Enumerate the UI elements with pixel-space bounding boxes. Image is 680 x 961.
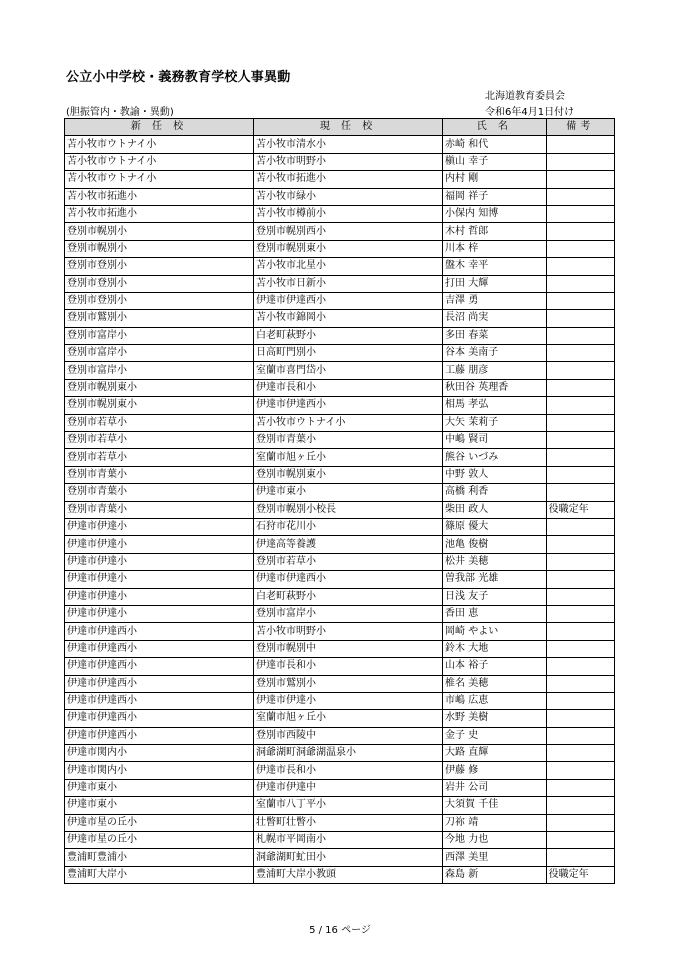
name-cell: 相馬 孝弘 <box>443 397 547 414</box>
remarks-cell <box>546 188 614 205</box>
new-school-cell: 登別市青葉小 <box>65 501 254 518</box>
remarks-cell <box>546 275 614 292</box>
new-school-cell: 苫小牧市ウトナイ小 <box>65 136 254 153</box>
table-row <box>65 866 615 883</box>
table-row <box>65 623 615 640</box>
name-cell: 篠原 優大 <box>443 518 547 535</box>
new-school-cell: 伊達市東小 <box>65 779 254 796</box>
remarks-cell <box>546 223 614 240</box>
remarks-cell <box>546 518 614 535</box>
table-row <box>65 553 615 570</box>
table-row <box>65 710 615 727</box>
current-school-cell: 洞爺湖町虻田小 <box>254 849 443 866</box>
remarks-cell <box>546 797 614 814</box>
name-cell: 川本 梓 <box>443 240 547 257</box>
name-cell: 吉澤 勇 <box>443 292 547 309</box>
current-school-cell: 伊達市長和小 <box>254 379 443 396</box>
new-school-cell: 登別市富岸小 <box>65 362 254 379</box>
table-row <box>65 362 615 379</box>
current-school-cell: 登別市幌別東小 <box>254 240 443 257</box>
remarks-cell <box>546 362 614 379</box>
remarks-cell <box>546 571 614 588</box>
remarks-cell <box>546 153 614 170</box>
new-school-cell: 登別市登別小 <box>65 275 254 292</box>
name-cell: 工藤 朋彦 <box>443 362 547 379</box>
name-cell: 水野 美樹 <box>443 710 547 727</box>
name-cell: 多田 春菜 <box>443 327 547 344</box>
new-school-cell: 伊達市星の丘小 <box>65 814 254 831</box>
remarks-cell <box>546 379 614 396</box>
new-school-cell: 伊達市伊達小 <box>65 518 254 535</box>
name-cell: 山本 裕子 <box>443 658 547 675</box>
current-school-cell: 苫小牧市日新小 <box>254 275 443 292</box>
new-school-cell: 苫小牧市拓進小 <box>65 205 254 222</box>
name-cell: 大路 直輝 <box>443 745 547 762</box>
remarks-cell <box>546 623 614 640</box>
current-school-cell: 苫小牧市ウトナイ小 <box>254 414 443 431</box>
remarks-cell <box>546 588 614 605</box>
current-school-cell: 登別市幌別東小 <box>254 466 443 483</box>
remarks-cell <box>546 692 614 709</box>
table-row <box>65 345 615 362</box>
table-row <box>65 397 615 414</box>
new-school-cell: 伊達市伊達西小 <box>65 658 254 675</box>
personnel-table <box>64 118 615 884</box>
current-school-cell: 室蘭市八丁平小 <box>254 797 443 814</box>
table-row <box>65 571 615 588</box>
current-school-cell: 伊達市伊達西小 <box>254 571 443 588</box>
table-row <box>65 327 615 344</box>
name-cell: 小保内 知博 <box>443 205 547 222</box>
new-school-cell: 登別市若草小 <box>65 449 254 466</box>
table-header-row <box>65 119 615 136</box>
page-number: 5 / 16 ページ <box>309 925 371 936</box>
new-school-cell: 伊達市伊達小 <box>65 536 254 553</box>
name-cell: 柴田 政人 <box>443 501 547 518</box>
table-row <box>65 379 615 396</box>
table-row <box>65 814 615 831</box>
new-school-cell: 登別市幌別東小 <box>65 379 254 396</box>
current-school-cell: 石狩市花川小 <box>254 518 443 535</box>
table-row <box>65 605 615 622</box>
current-school-cell: 登別市鷲別小 <box>254 675 443 692</box>
name-cell: 木村 哲郎 <box>443 223 547 240</box>
table-body <box>65 136 615 884</box>
new-school-cell: 登別市富岸小 <box>65 327 254 344</box>
name-cell: 打田 大輝 <box>443 275 547 292</box>
name-cell: 金子 史 <box>443 727 547 744</box>
table-row <box>65 658 615 675</box>
current-school-cell: 伊達市伊達西小 <box>254 397 443 414</box>
remarks-cell <box>546 240 614 257</box>
current-school-cell: 苫小牧市緑小 <box>254 188 443 205</box>
name-cell: 谷本 美南子 <box>443 345 547 362</box>
table-row <box>65 153 615 170</box>
table-row <box>65 275 615 292</box>
remarks-cell <box>546 814 614 831</box>
new-school-cell: 登別市若草小 <box>65 414 254 431</box>
remarks-cell <box>546 536 614 553</box>
name-cell: 椎名 美穂 <box>443 675 547 692</box>
name-cell: 市嶋 広恵 <box>443 692 547 709</box>
current-school-cell: 登別市青葉小 <box>254 432 443 449</box>
new-school-cell: 苫小牧市拓進小 <box>65 188 254 205</box>
remarks-cell <box>546 397 614 414</box>
name-cell: 高橋 利香 <box>443 484 547 501</box>
table-row <box>65 501 615 518</box>
remarks-cell <box>546 310 614 327</box>
remarks-cell <box>546 658 614 675</box>
current-school-cell: 壮瞥町壮瞥小 <box>254 814 443 831</box>
current-school-cell: 室蘭市喜門岱小 <box>254 362 443 379</box>
new-school-cell: 伊達市関内小 <box>65 745 254 762</box>
table-row <box>65 727 615 744</box>
new-school-cell: 豊浦町豊浦小 <box>65 849 254 866</box>
remarks-cell: 役職定年 <box>546 501 614 518</box>
table-row <box>65 536 615 553</box>
effective-date: 令和6年4月1日付け <box>485 107 575 118</box>
remarks-cell: 役職定年 <box>546 866 614 883</box>
table-row <box>65 223 615 240</box>
table-row <box>65 797 615 814</box>
remarks-cell <box>546 710 614 727</box>
current-school-cell: 苫小牧市清水小 <box>254 136 443 153</box>
remarks-cell <box>546 605 614 622</box>
remarks-cell <box>546 745 614 762</box>
new-school-cell: 伊達市伊達西小 <box>65 640 254 657</box>
remarks-cell <box>546 171 614 188</box>
document-title: 公立小中学校・義務教育学校人事異動 <box>66 70 291 85</box>
remarks-cell <box>546 205 614 222</box>
current-school-cell: 白老町萩野小 <box>254 588 443 605</box>
name-cell: 大須賀 千佳 <box>443 797 547 814</box>
remarks-cell <box>546 414 614 431</box>
current-school-cell: 豊浦町大岸小教頭 <box>254 866 443 883</box>
new-school-cell: 登別市青葉小 <box>65 484 254 501</box>
current-school-cell: 伊達市東小 <box>254 484 443 501</box>
current-school-cell: 室蘭市旭ヶ丘小 <box>254 449 443 466</box>
name-cell: 今地 力也 <box>443 832 547 849</box>
current-school-cell: 苫小牧市明野小 <box>254 153 443 170</box>
table-row <box>65 692 615 709</box>
table-row <box>65 449 615 466</box>
name-cell: 森島 新 <box>443 866 547 883</box>
table-row <box>65 205 615 222</box>
new-school-cell: 伊達市伊達西小 <box>65 710 254 727</box>
current-school-cell: 登別市西陵中 <box>254 727 443 744</box>
remarks-cell <box>546 345 614 362</box>
current-school-cell: 洞爺湖町洞爺湖温泉小 <box>254 745 443 762</box>
remarks-cell <box>546 136 614 153</box>
current-school-cell: 伊達高等養護 <box>254 536 443 553</box>
new-school-cell: 伊達市伊達小 <box>65 605 254 622</box>
new-school-cell: 伊達市関内小 <box>65 762 254 779</box>
new-school-cell: 登別市幌別小 <box>65 240 254 257</box>
remarks-cell <box>546 258 614 275</box>
header-name: 氏 名 <box>443 119 547 136</box>
name-cell: 刀祢 靖 <box>443 814 547 831</box>
current-school-cell: 白老町萩野小 <box>254 327 443 344</box>
current-school-cell: 伊達市伊達中 <box>254 779 443 796</box>
new-school-cell: 伊達市東小 <box>65 797 254 814</box>
new-school-cell: 伊達市伊達西小 <box>65 727 254 744</box>
name-cell: 赤崎 和代 <box>443 136 547 153</box>
new-school-cell: 伊達市伊達小 <box>65 553 254 570</box>
remarks-cell <box>546 484 614 501</box>
name-cell: 松井 美穂 <box>443 553 547 570</box>
table-row <box>65 136 615 153</box>
name-cell: 内村 剛 <box>443 171 547 188</box>
header-current-school: 現 任 校 <box>254 119 443 136</box>
remarks-cell <box>546 675 614 692</box>
remarks-cell <box>546 727 614 744</box>
current-school-cell: 伊達市長和小 <box>254 762 443 779</box>
remarks-cell <box>546 449 614 466</box>
name-cell: 秋田谷 英理香 <box>443 379 547 396</box>
name-cell: 大矢 茉莉子 <box>443 414 547 431</box>
remarks-cell <box>546 762 614 779</box>
table-row <box>65 240 615 257</box>
new-school-cell: 伊達市伊達小 <box>65 588 254 605</box>
name-cell: 盤木 幸平 <box>443 258 547 275</box>
current-school-cell: 登別市若草小 <box>254 553 443 570</box>
remarks-cell <box>546 779 614 796</box>
new-school-cell: 登別市幌別小 <box>65 223 254 240</box>
current-school-cell: 苫小牧市樽前小 <box>254 205 443 222</box>
current-school-cell: 苫小牧市北星小 <box>254 258 443 275</box>
new-school-cell: 伊達市伊達小 <box>65 571 254 588</box>
region-label: (胆振管内・教諭・異動) <box>66 107 174 118</box>
name-cell: 長沼 尚実 <box>443 310 547 327</box>
new-school-cell: 伊達市伊達西小 <box>65 675 254 692</box>
current-school-cell: 登別市富岸小 <box>254 605 443 622</box>
new-school-cell: 登別市富岸小 <box>65 345 254 362</box>
new-school-cell: 伊達市伊達西小 <box>65 692 254 709</box>
table-row <box>65 518 615 535</box>
current-school-cell: 苫小牧市錦岡小 <box>254 310 443 327</box>
name-cell: 曽我部 光雄 <box>443 571 547 588</box>
remarks-cell <box>546 640 614 657</box>
new-school-cell: 登別市鷲別小 <box>65 310 254 327</box>
table-row <box>65 745 615 762</box>
name-cell: 中嶋 賢司 <box>443 432 547 449</box>
name-cell: 池亀 俊樹 <box>443 536 547 553</box>
table-row <box>65 484 615 501</box>
current-school-cell: 伊達市長和小 <box>254 658 443 675</box>
header-remarks: 備考 <box>546 119 614 136</box>
current-school-cell: 日高町門別小 <box>254 345 443 362</box>
new-school-cell: 苫小牧市ウトナイ小 <box>65 171 254 188</box>
table-row <box>65 292 615 309</box>
table-row <box>65 849 615 866</box>
remarks-cell <box>546 466 614 483</box>
name-cell: 槇山 幸子 <box>443 153 547 170</box>
new-school-cell: 登別市登別小 <box>65 292 254 309</box>
remarks-cell <box>546 432 614 449</box>
new-school-cell: 登別市若草小 <box>65 432 254 449</box>
name-cell: 岩井 公司 <box>443 779 547 796</box>
current-school-cell: 札幌市平岡南小 <box>254 832 443 849</box>
current-school-cell: 登別市幌別小校長 <box>254 501 443 518</box>
name-cell: 香田 恵 <box>443 605 547 622</box>
name-cell: 熊谷 いづみ <box>443 449 547 466</box>
name-cell: 伊藤 修 <box>443 762 547 779</box>
current-school-cell: 伊達市伊達西小 <box>254 292 443 309</box>
current-school-cell: 登別市幌別中 <box>254 640 443 657</box>
header-new-school: 新 任 校 <box>65 119 254 136</box>
name-cell: 西澤 美里 <box>443 849 547 866</box>
name-cell: 岡崎 やよい <box>443 623 547 640</box>
new-school-cell: 豊浦町大岸小 <box>65 866 254 883</box>
table-row <box>65 414 615 431</box>
new-school-cell: 苫小牧市ウトナイ小 <box>65 153 254 170</box>
current-school-cell: 登別市幌別西小 <box>254 223 443 240</box>
remarks-cell <box>546 553 614 570</box>
table-row <box>65 762 615 779</box>
table-row <box>65 675 615 692</box>
table-row <box>65 258 615 275</box>
name-cell: 鈴木 大地 <box>443 640 547 657</box>
new-school-cell: 伊達市星の丘小 <box>65 832 254 849</box>
current-school-cell: 室蘭市旭ヶ丘小 <box>254 710 443 727</box>
name-cell: 日浅 友子 <box>443 588 547 605</box>
new-school-cell: 登別市登別小 <box>65 258 254 275</box>
table-row <box>65 432 615 449</box>
table-row <box>65 171 615 188</box>
remarks-cell <box>546 327 614 344</box>
issuing-organization: 北海道教育委員会 <box>485 91 565 102</box>
table-row <box>65 588 615 605</box>
remarks-cell <box>546 832 614 849</box>
current-school-cell: 伊達市伊達小 <box>254 692 443 709</box>
current-school-cell: 苫小牧市明野小 <box>254 623 443 640</box>
remarks-cell <box>546 849 614 866</box>
new-school-cell: 登別市青葉小 <box>65 466 254 483</box>
remarks-cell <box>546 292 614 309</box>
new-school-cell: 伊達市伊達西小 <box>65 623 254 640</box>
table-row <box>65 832 615 849</box>
table-row <box>65 188 615 205</box>
table-row <box>65 640 615 657</box>
current-school-cell: 苫小牧市拓進小 <box>254 171 443 188</box>
new-school-cell: 登別市幌別東小 <box>65 397 254 414</box>
name-cell: 福岡 祥子 <box>443 188 547 205</box>
table-row <box>65 779 615 796</box>
name-cell: 中野 敦人 <box>443 466 547 483</box>
table-row <box>65 466 615 483</box>
table-row <box>65 310 615 327</box>
